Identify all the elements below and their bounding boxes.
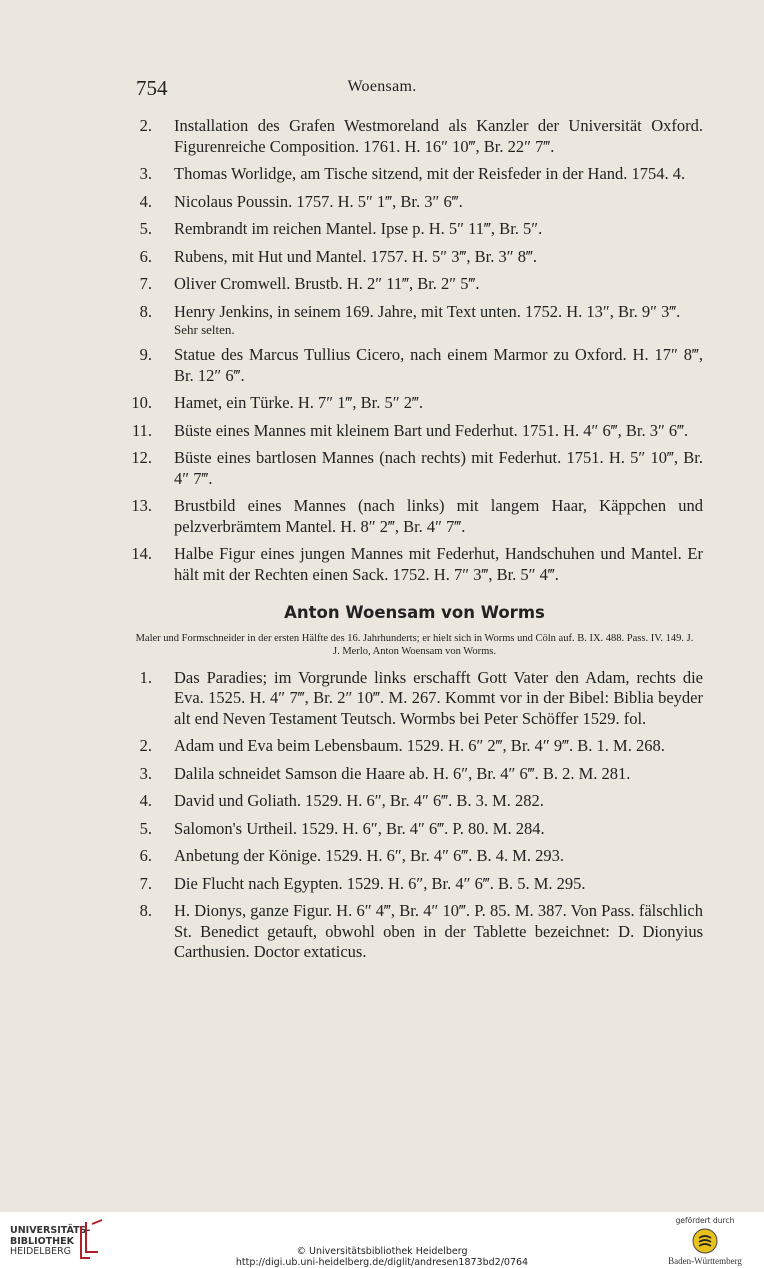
entry-number: 8. bbox=[139, 301, 152, 321]
running-head: Woensam. bbox=[347, 78, 417, 95]
list-item bbox=[126, 164, 703, 185]
list-item bbox=[126, 247, 703, 268]
entry-text: Anbetung der Könige. 1529. H. 6″, Br. 4″ 6‴. B. 4. M. 293. bbox=[174, 846, 565, 865]
entry-text: Die Flucht nach Egypten. 1529. H. 6″, Br. 4″ 6‴. B. 5. M. 295. bbox=[174, 873, 586, 893]
entry-list-continued bbox=[126, 116, 703, 585]
funder-name: Baden-Württemberg bbox=[668, 1256, 742, 1266]
entry-number: 13. bbox=[131, 496, 152, 515]
entry-number: 6. bbox=[139, 846, 152, 865]
entry-text: Büste eines Mannes mit kleinem Bart und Federhut. 1751. H. 4″ 6‴, Br. 3″ 6‴. bbox=[174, 420, 689, 440]
list-item bbox=[126, 393, 703, 414]
page-header bbox=[0, 72, 764, 102]
list-item bbox=[126, 219, 703, 240]
entry-text: Installation des Grafen Westmoreland als Kanzler der Universität Oxford. Figurenreiche Composition. 1761. H. 16″ 10‴, Br. 22″ 7‴. bbox=[174, 116, 703, 156]
entry-number: 14. bbox=[131, 544, 152, 563]
entry-list-woensam bbox=[126, 668, 703, 963]
entry-number: 7. bbox=[139, 274, 152, 293]
entry-text: Rubens, mit Hut und Mantel. 1757. H. 5″ 3‴, Br. 3″ 8‴. bbox=[174, 246, 537, 266]
entry-number: 9. bbox=[139, 345, 152, 364]
list-item bbox=[126, 544, 703, 585]
section-title: Anton Woensam von Worms bbox=[284, 603, 545, 622]
funded-by-label: gefördert durch bbox=[675, 1216, 735, 1225]
list-item bbox=[126, 791, 703, 812]
entry-text: Rembrandt im reichen Mantel. Ipse p. H. 5″ 11‴, Br. 5″. bbox=[174, 219, 543, 238]
entry-text: H. Dionys, ganze Figur. H. 6″ 4‴, Br. 4″ 10‴. P. 85. M. 387. Von Pass. fälschlich St. Benedict getauft, obwohl oben in der Tablette bezeichnet: D. Dionyius Carthusien. Doctor extaticus. bbox=[174, 901, 703, 961]
list-item bbox=[126, 116, 703, 157]
list-item bbox=[126, 874, 703, 895]
entry-text: Nicolaus Poussin. 1757. H. 5″ 1‴, Br. 3″ 6‴. bbox=[174, 191, 463, 211]
entry-text: Büste eines bartlosen Mannes (nach rechts) mit Federhut. 1751. H. 5″ 10‴, Br. 4″ 7‴. bbox=[174, 448, 703, 488]
entry-number: 8. bbox=[139, 901, 152, 920]
entry-number: 5. bbox=[139, 219, 152, 238]
entry-text: Halbe Figur eines jungen Mannes mit Federhut, Handschuhen und Mantel. Er hält mit der Rechten einen Sack. 1752. H. 7″ 3‴, Br. 5″ 4‴. bbox=[174, 544, 703, 584]
entry-number: 4. bbox=[139, 191, 152, 211]
list-item bbox=[126, 448, 703, 489]
footer-bar bbox=[0, 1212, 764, 1268]
funding-notice bbox=[660, 1216, 750, 1266]
list-item bbox=[126, 736, 703, 757]
entry-number: 10. bbox=[131, 393, 152, 412]
permalink[interactable]: http://digi.ub.uni-heidelberg.de/diglit/andresen1873bd2/0764 bbox=[235, 1257, 529, 1268]
entry-number: 5. bbox=[139, 818, 152, 838]
entry-text: David und Goliath. 1529. H. 6″, Br. 4″ 6‴. B. 3. M. 282. bbox=[174, 791, 544, 810]
entry-number: 2. bbox=[139, 736, 152, 755]
library-name-line2: BIBLIOTHEK bbox=[10, 1235, 74, 1247]
page-number: 754 bbox=[136, 76, 168, 100]
entry-number: 7. bbox=[139, 873, 152, 893]
entry-text: Salomon's Urtheil. 1529. H. 6″, Br. 4″ 6‴. P. 80. M. 284. bbox=[174, 818, 545, 838]
entry-number: 6. bbox=[139, 246, 152, 266]
list-item bbox=[126, 302, 703, 339]
list-item bbox=[126, 901, 703, 963]
footer-text bbox=[0, 1246, 764, 1268]
entry-text: Thomas Worlidge, am Tische sitzend, mit der Reisfeder in der Hand. 1754. 4. bbox=[174, 164, 686, 183]
library-name-line1: UNIVERSITÄTS- bbox=[10, 1225, 91, 1236]
entry-number: 2. bbox=[139, 116, 152, 135]
entry-number: 1. bbox=[139, 667, 152, 687]
list-item bbox=[126, 764, 703, 785]
entry-number: 4. bbox=[139, 791, 152, 810]
list-item bbox=[126, 846, 703, 867]
list-item bbox=[126, 274, 703, 295]
entry-number: 12. bbox=[131, 448, 152, 467]
entry-text: Statue des Marcus Tullius Cicero, nach einem Marmor zu Oxford. H. 17″ 8‴, Br. 12″ 6‴. bbox=[174, 345, 703, 385]
entry-number: 11. bbox=[131, 420, 152, 440]
copyright-text: © Universitätsbibliothek Heidelberg bbox=[296, 1246, 468, 1257]
entry-number: 3. bbox=[139, 164, 152, 183]
entry-text: Dalila schneidet Samson die Haare ab. H. 6″, Br. 4″ 6‴. B. 2. M. 281. bbox=[174, 763, 631, 783]
list-item bbox=[126, 496, 703, 537]
section-note: Maler und Formschneider in der ersten Hälfte des 16. Jahrhunderts; er hielt sich in Worms und Cöln auf. B. IX. 488. Pass. IV. 149. J. J. Merlo, Anton Woensam von Worms. bbox=[135, 632, 694, 657]
entry-text: Henry Jenkins, in seinem 169. Jahre, mit Text unten. 1752. H. 13″, Br. 9″ 3‴. bbox=[174, 301, 681, 321]
list-item bbox=[126, 819, 703, 840]
list-item bbox=[126, 192, 703, 213]
entry-text: Brustbild eines Mannes (nach links) mit langem Haar, Käppchen und pelzverbrämtem Mantel. H. 8″ 2‴, Br. 4″ 7‴. bbox=[174, 496, 703, 536]
library-name-line3: HEIDELBERG bbox=[10, 1246, 72, 1257]
list-item bbox=[126, 345, 703, 386]
list-item bbox=[126, 421, 703, 442]
entry-text: Hamet, ein Türke. H. 7″ 1‴, Br. 5″ 2‴. bbox=[174, 393, 423, 412]
entry-text: Oliver Cromwell. Brustb. H. 2″ 11‴, Br. 2″ 5‴. bbox=[174, 274, 480, 293]
list-item bbox=[126, 668, 703, 730]
entry-number: 3. bbox=[139, 763, 152, 783]
page-body bbox=[126, 116, 703, 970]
entry-note: Sehr selten. bbox=[174, 322, 235, 337]
entry-text: Das Paradies; im Vorgrunde links erschafft Gott Vater den Adam, rechts die Eva. 1525. H. 4″ 7‴, Br. 2″ 10‴. M. 267. Kommt vor in der Bibel: Biblia beyder alt end Neven Testament Teutsch. Wormbs bei Peter Schöffer 1529. fol. bbox=[174, 667, 703, 728]
state-seal-icon bbox=[692, 1228, 718, 1254]
entry-text: Adam und Eva beim Lebensbaum. 1529. H. 6″ 2‴, Br. 4″ 9‴. B. 1. M. 268. bbox=[174, 736, 665, 755]
